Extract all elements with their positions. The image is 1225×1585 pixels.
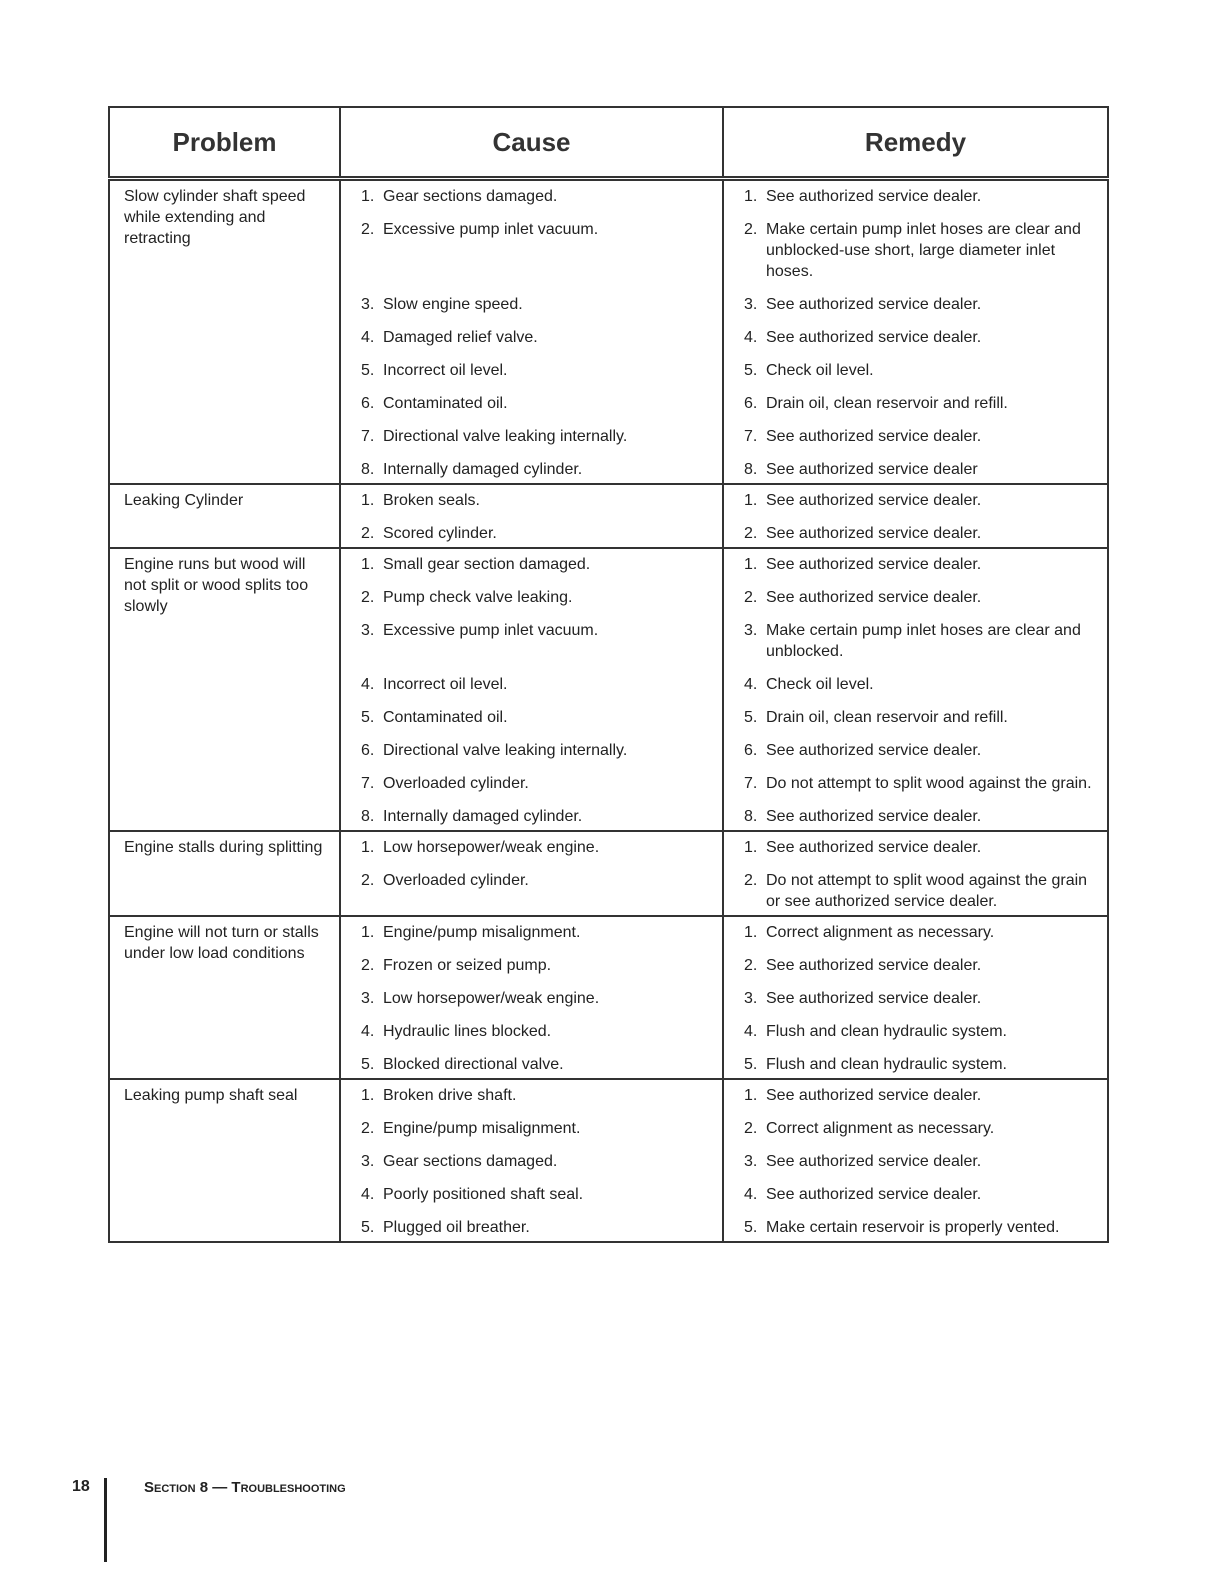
cause-item-text: Engine/pump misalignment. <box>383 924 581 941</box>
header-remedy: Remedy <box>723 107 1108 179</box>
cause-item-text: Frozen or seized pump. <box>383 957 552 974</box>
troubleshooting-table <box>108 106 1109 1243</box>
remedy-item <box>738 554 1099 575</box>
cause-item-number: 5. <box>361 709 375 726</box>
remedy-item <box>738 587 1099 608</box>
cause-item-number: 3. <box>361 1153 375 1170</box>
cause-item-number: 1. <box>361 1087 375 1104</box>
cause-item <box>355 1118 714 1139</box>
cause-item-text: Excessive pump inlet vacuum. <box>383 221 599 238</box>
cause-item-number: 6. <box>361 395 375 412</box>
problem-cell: Leaking pump shaft seal <box>109 1079 340 1242</box>
cause-item-number: 1. <box>361 924 375 941</box>
cause-item <box>355 1151 714 1172</box>
cause-item <box>355 426 714 447</box>
footer-divider <box>104 1478 107 1562</box>
header-problem: Problem <box>109 107 340 179</box>
cause-item-text: Blocked directional valve. <box>383 1056 564 1073</box>
cause-item-number: 4. <box>361 1186 375 1203</box>
remedy-item <box>738 327 1099 348</box>
remedy-item <box>738 1151 1099 1172</box>
cause-item-number: 4. <box>361 329 375 346</box>
remedy-cell <box>723 831 1108 916</box>
cause-item-text: Plugged oil breather. <box>383 1219 530 1236</box>
remedy-item-text: See authorized service dealer. <box>766 428 982 445</box>
table-row <box>109 831 1108 916</box>
cause-cell <box>340 916 723 1079</box>
remedy-item-text: Make certain pump inlet hoses are clear and unblocked. <box>766 622 1081 660</box>
table-row <box>109 1079 1108 1242</box>
table-row <box>109 548 1108 831</box>
cause-item-number: 1. <box>361 839 375 856</box>
cause-item <box>355 1184 714 1205</box>
cause-item-number: 8. <box>361 808 375 825</box>
cause-item <box>355 459 714 480</box>
remedy-item-text: See authorized service dealer. <box>766 1087 982 1104</box>
cause-item <box>355 1054 714 1075</box>
remedy-item <box>738 837 1099 858</box>
remedy-item <box>738 393 1099 414</box>
remedy-item <box>738 523 1099 544</box>
remedy-item <box>738 955 1099 976</box>
cause-item-number: 6. <box>361 742 375 759</box>
remedy-item-text: Check oil level. <box>766 676 874 693</box>
cause-item-text: Incorrect oil level. <box>383 676 508 693</box>
cause-item <box>355 219 714 282</box>
remedy-item-text: Flush and clean hydraulic system. <box>766 1023 1007 1040</box>
cause-item <box>355 490 714 511</box>
cause-cell <box>340 484 723 548</box>
cause-item-text: Low horsepower/weak engine. <box>383 839 600 856</box>
cause-item-number: 1. <box>361 492 375 509</box>
cause-item <box>355 740 714 761</box>
cause-cell <box>340 1079 723 1242</box>
table-row <box>109 916 1108 1079</box>
remedy-cell <box>723 916 1108 1079</box>
cause-item-number: 5. <box>361 362 375 379</box>
remedy-cell <box>723 548 1108 831</box>
table-row <box>109 179 1108 485</box>
cause-item <box>355 360 714 381</box>
remedy-item-text: Make certain pump inlet hoses are clear and unblocked-use short, large diameter inlet hoses. <box>766 221 1081 280</box>
cause-item-text: Engine/pump misalignment. <box>383 1120 581 1137</box>
problem-cell: Slow cylinder shaft speed while extending and retracting <box>109 179 340 485</box>
remedy-item-text: See authorized service dealer. <box>766 492 982 509</box>
cause-cell <box>340 548 723 831</box>
remedy-item-number: 4. <box>744 676 758 693</box>
remedy-item <box>738 674 1099 695</box>
cause-item-number: 4. <box>361 676 375 693</box>
remedy-item-text: Do not attempt to split wood against the grain or see authorized service dealer. <box>766 872 1088 910</box>
cause-item-text: Pump check valve leaking. <box>383 589 573 606</box>
cause-item-text: Damaged relief valve. <box>383 329 538 346</box>
cause-item-text: Gear sections damaged. <box>383 1153 558 1170</box>
cause-item <box>355 955 714 976</box>
remedy-item-text: See authorized service dealer. <box>766 525 982 542</box>
remedy-item-number: 2. <box>744 525 758 542</box>
cause-item-text: Broken seals. <box>383 492 480 509</box>
remedy-item-number: 1. <box>744 924 758 941</box>
cause-cell <box>340 831 723 916</box>
cause-item-number: 2. <box>361 1120 375 1137</box>
cause-item-number: 5. <box>361 1056 375 1073</box>
remedy-item <box>738 773 1099 794</box>
cause-item <box>355 554 714 575</box>
cause-item <box>355 988 714 1009</box>
cause-item-number: 1. <box>361 188 375 205</box>
remedy-cell <box>723 179 1108 485</box>
remedy-item-text: See authorized service dealer. <box>766 990 982 1007</box>
cause-item <box>355 922 714 943</box>
remedy-item-number: 6. <box>744 395 758 412</box>
cause-item-text: Excessive pump inlet vacuum. <box>383 622 599 639</box>
cause-item <box>355 674 714 695</box>
remedy-item <box>738 707 1099 728</box>
remedy-item-number: 5. <box>744 1219 758 1236</box>
cause-item-text: Contaminated oil. <box>383 709 508 726</box>
remedy-item-text: See authorized service dealer. <box>766 742 982 759</box>
remedy-item-text: Do not attempt to split wood against the grain. <box>766 775 1092 792</box>
remedy-item <box>738 1217 1099 1238</box>
cause-item-text: Low horsepower/weak engine. <box>383 990 600 1007</box>
cause-item-number: 4. <box>361 1023 375 1040</box>
remedy-item-text: Flush and clean hydraulic system. <box>766 1056 1007 1073</box>
cause-item-number: 7. <box>361 428 375 445</box>
cause-item <box>355 773 714 794</box>
cause-item-text: Overloaded cylinder. <box>383 775 529 792</box>
remedy-item-number: 7. <box>744 775 758 792</box>
remedy-item <box>738 1085 1099 1106</box>
remedy-item <box>738 459 1099 480</box>
remedy-item-text: See authorized service dealer. <box>766 957 982 974</box>
cause-item-text: Internally damaged cylinder. <box>383 808 583 825</box>
remedy-item-number: 8. <box>744 461 758 478</box>
remedy-item-text: See authorized service dealer. <box>766 1153 982 1170</box>
problem-cell: Engine will not turn or stalls under low load conditions <box>109 916 340 1079</box>
remedy-item-number: 3. <box>744 990 758 1007</box>
cause-cell <box>340 179 723 485</box>
cause-item <box>355 587 714 608</box>
cause-item-text: Internally damaged cylinder. <box>383 461 583 478</box>
remedy-item <box>738 186 1099 207</box>
remedy-item <box>738 922 1099 943</box>
remedy-item-number: 2. <box>744 221 758 238</box>
remedy-item-text: Drain oil, clean reservoir and refill. <box>766 395 1008 412</box>
remedy-item-number: 2. <box>744 1120 758 1137</box>
cause-item-text: Broken drive shaft. <box>383 1087 517 1104</box>
cause-item-number: 2. <box>361 589 375 606</box>
cause-item <box>355 707 714 728</box>
section-title: Section 8 — Troubleshooting <box>144 1479 346 1496</box>
remedy-item-number: 4. <box>744 1186 758 1203</box>
remedy-item-text: Check oil level. <box>766 362 874 379</box>
problem-cell: Leaking Cylinder <box>109 484 340 548</box>
problem-cell: Engine runs but wood will not split or wood splits too slowly <box>109 548 340 831</box>
cause-item <box>355 327 714 348</box>
cause-item-text: Poorly positioned shaft seal. <box>383 1186 584 1203</box>
remedy-item-number: 5. <box>744 709 758 726</box>
cause-item-number: 3. <box>361 990 375 1007</box>
remedy-item-number: 8. <box>744 808 758 825</box>
problem-cell: Engine stalls during splitting <box>109 831 340 916</box>
remedy-item-number: 1. <box>744 1087 758 1104</box>
cause-item <box>355 523 714 544</box>
table-body <box>109 179 1108 1243</box>
header-cause: Cause <box>340 107 723 179</box>
cause-item <box>355 870 714 912</box>
remedy-item <box>738 426 1099 447</box>
cause-item-number: 3. <box>361 622 375 639</box>
remedy-item-number: 3. <box>744 622 758 639</box>
cause-item <box>355 1217 714 1238</box>
remedy-item-number: 1. <box>744 492 758 509</box>
remedy-item-number: 2. <box>744 872 758 889</box>
remedy-item-number: 6. <box>744 742 758 759</box>
cause-item <box>355 1085 714 1106</box>
cause-item-text: Directional valve leaking internally. <box>383 742 628 759</box>
cause-item-number: 2. <box>361 525 375 542</box>
remedy-item-text: Correct alignment as necessary. <box>766 924 995 941</box>
remedy-item <box>738 1021 1099 1042</box>
cause-item <box>355 620 714 662</box>
table-row <box>109 484 1108 548</box>
cause-item-text: Overloaded cylinder. <box>383 872 529 889</box>
remedy-item-number: 3. <box>744 296 758 313</box>
remedy-item <box>738 1054 1099 1075</box>
cause-item-number: 8. <box>361 461 375 478</box>
remedy-item-text: See authorized service dealer. <box>766 1186 982 1203</box>
remedy-item <box>738 490 1099 511</box>
table-header-row <box>109 107 1108 179</box>
cause-item <box>355 393 714 414</box>
remedy-item-number: 4. <box>744 1023 758 1040</box>
cause-item-number: 5. <box>361 1219 375 1236</box>
remedy-item-text: See authorized service dealer. <box>766 329 982 346</box>
remedy-item-number: 2. <box>744 957 758 974</box>
remedy-item-number: 1. <box>744 556 758 573</box>
cause-item <box>355 294 714 315</box>
cause-item-number: 7. <box>361 775 375 792</box>
remedy-item-text: See authorized service dealer <box>766 461 978 478</box>
cause-item-number: 1. <box>361 556 375 573</box>
cause-item-number: 2. <box>361 957 375 974</box>
remedy-item-text: See authorized service dealer. <box>766 839 982 856</box>
remedy-item-number: 5. <box>744 1056 758 1073</box>
cause-item <box>355 1021 714 1042</box>
remedy-item <box>738 1184 1099 1205</box>
remedy-item <box>738 1118 1099 1139</box>
remedy-item-text: Correct alignment as necessary. <box>766 1120 995 1137</box>
cause-item-text: Scored cylinder. <box>383 525 497 542</box>
remedy-item-number: 4. <box>744 329 758 346</box>
cause-item-number: 2. <box>361 872 375 889</box>
remedy-item <box>738 620 1099 662</box>
cause-item <box>355 186 714 207</box>
remedy-item-text: See authorized service dealer. <box>766 589 982 606</box>
remedy-item-number: 1. <box>744 839 758 856</box>
cause-item-text: Hydraulic lines blocked. <box>383 1023 552 1040</box>
cause-item <box>355 806 714 827</box>
remedy-item <box>738 988 1099 1009</box>
cause-item-number: 3. <box>361 296 375 313</box>
remedy-item-text: See authorized service dealer. <box>766 188 982 205</box>
remedy-item-text: See authorized service dealer. <box>766 556 982 573</box>
cause-item-text: Small gear section damaged. <box>383 556 591 573</box>
remedy-item-text: See authorized service dealer. <box>766 808 982 825</box>
remedy-item <box>738 219 1099 282</box>
remedy-item <box>738 294 1099 315</box>
remedy-item <box>738 870 1099 912</box>
remedy-item <box>738 806 1099 827</box>
remedy-item-number: 3. <box>744 1153 758 1170</box>
remedy-item-number: 5. <box>744 362 758 379</box>
cause-item-text: Slow engine speed. <box>383 296 523 313</box>
remedy-item-text: Drain oil, clean reservoir and refill. <box>766 709 1008 726</box>
remedy-item-number: 7. <box>744 428 758 445</box>
remedy-item-text: See authorized service dealer. <box>766 296 982 313</box>
remedy-item-number: 1. <box>744 188 758 205</box>
remedy-cell <box>723 1079 1108 1242</box>
remedy-item-text: Make certain reservoir is properly vented. <box>766 1219 1060 1236</box>
remedy-item <box>738 740 1099 761</box>
page-number: 18 <box>72 1478 90 1495</box>
remedy-item-number: 2. <box>744 589 758 606</box>
remedy-cell <box>723 484 1108 548</box>
cause-item-number: 2. <box>361 221 375 238</box>
cause-item-text: Directional valve leaking internally. <box>383 428 628 445</box>
cause-item-text: Gear sections damaged. <box>383 188 558 205</box>
cause-item-text: Incorrect oil level. <box>383 362 508 379</box>
remedy-item <box>738 360 1099 381</box>
cause-item <box>355 837 714 858</box>
cause-item-text: Contaminated oil. <box>383 395 508 412</box>
